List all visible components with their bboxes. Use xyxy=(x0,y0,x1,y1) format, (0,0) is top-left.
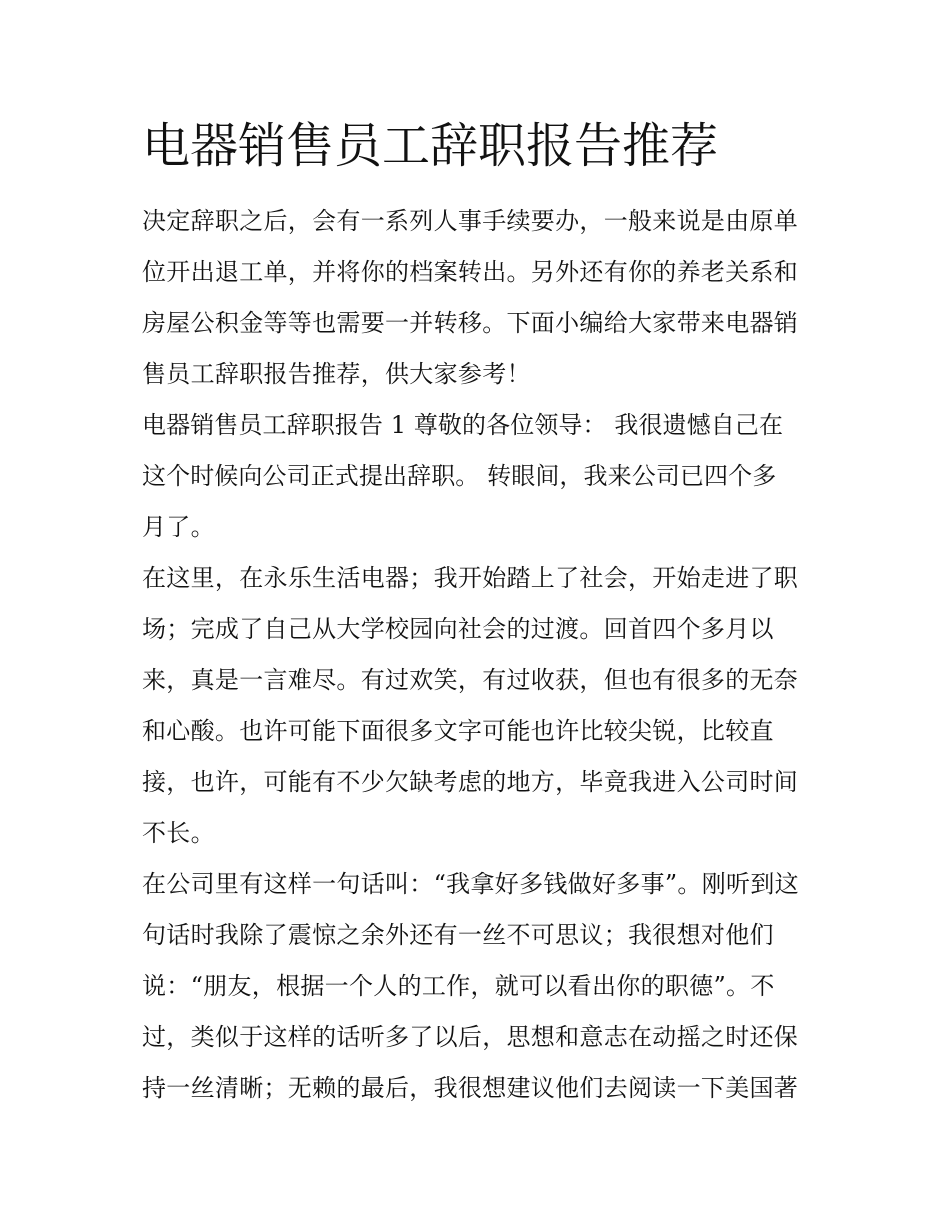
body-line-10: 来，真是一言难尽。有过欢笑，有过收获，但也有很多的无奈 xyxy=(142,666,799,694)
body-line-14: 在公司里有这样一句话叫：“我拿好多钱做好多事”。刚听到这 xyxy=(142,870,799,898)
body-line-12: 接，也许，可能有不少欠缺考虑的地方，毕竟我进入公司时间 xyxy=(142,768,799,796)
body-line-9: 场；完成了自己从大学校园向社会的过渡。回首四个多月以 xyxy=(142,615,774,643)
body-line-5: 电器销售员工辞职报告 1 尊敬的各位领导： 我很遗憾自己在 xyxy=(142,411,784,439)
body-line-6: 这个时候向公司正式提出辞职。 转眼间，我来公司已四个多 xyxy=(142,462,777,490)
body-line-13: 不长。 xyxy=(142,819,215,847)
document-body xyxy=(142,196,822,1114)
body-line-8: 在这里，在永乐生活电器；我开始踏上了社会，开始走进了职 xyxy=(142,564,799,592)
body-line-17: 过，类似于这样的话听多了以后，思想和意志在动摇之时还保 xyxy=(142,1023,799,1051)
document-title: 电器销售员工辞职报告推荐 xyxy=(142,118,719,174)
body-line-11: 和心酸。也许可能下面很多文字可能也许比较尖锐，比较直 xyxy=(142,717,774,745)
body-line-1: 决定辞职之后，会有一系列人事手续要办，一般来说是由原单 xyxy=(142,207,799,235)
body-line-7: 月了。 xyxy=(142,513,215,541)
body-line-2: 位开出退工单，并将你的档案转出。另外还有你的养老关系和 xyxy=(142,258,799,286)
body-line-18: 持一丝清晰；无赖的最后，我很想建议他们去阅读一下美国著 xyxy=(142,1074,799,1102)
body-line-4: 售员工辞职报告推荐，供大家参考！ xyxy=(142,360,531,388)
body-line-16: 说：“朋友，根据一个人的工作，就可以看出你的职德”。不 xyxy=(142,972,775,1000)
body-line-3: 房屋公积金等等也需要一并转移。下面小编给大家带来电器销 xyxy=(142,309,799,337)
body-line-15: 句话时我除了震惊之余外还有一丝不可思议；我很想对他们 xyxy=(142,921,774,949)
